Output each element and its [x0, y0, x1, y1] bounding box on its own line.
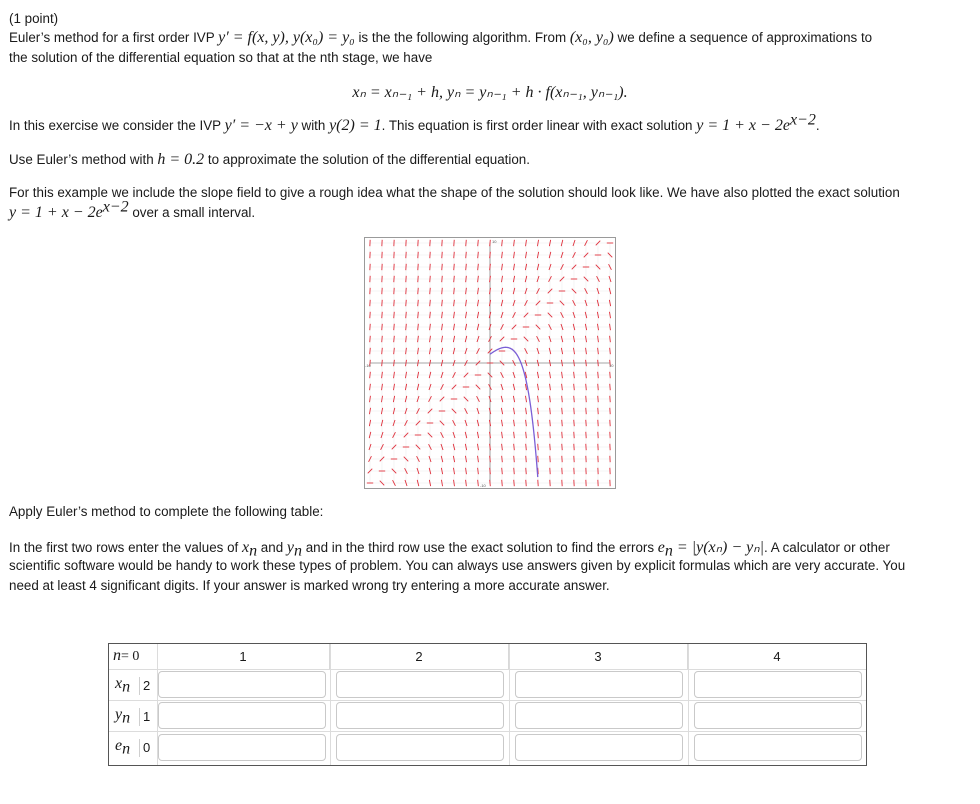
- slope-mark: [382, 324, 383, 330]
- y1-input[interactable]: [158, 702, 326, 729]
- slope-field-line-2: $y = 1 + x - 2e^{x-2}$ over a small interval.: [9, 198, 256, 221]
- slope-mark: [466, 252, 467, 258]
- e3-input[interactable]: [515, 734, 683, 761]
- axis-label-left: -10: [365, 363, 371, 368]
- slope-mark: [442, 276, 443, 282]
- slope-mark: [586, 396, 587, 402]
- instructions-line-1: In the first two rows enter the values of $x_n$ and $y_n$ and in the third row use the exact solution to find the errors $e_n = |y(x_n) - y_n|$. A calculator or other: [9, 539, 890, 560]
- slope-mark: [454, 240, 455, 246]
- slope-mark: [418, 276, 419, 282]
- slope-field-plot: [364, 237, 616, 489]
- slope-mark: [574, 420, 575, 426]
- slope-mark: [478, 252, 479, 258]
- slope-mark: [394, 324, 395, 330]
- slope-mark: [442, 252, 443, 258]
- use-euler-line: Use Euler’s method with h = 0.2 to approximate the solution of the differential equation.: [9, 151, 530, 168]
- instructions-line-3: need at least 4 significant digits. If your answer is marked wrong try entering a more accurate answer.: [9, 578, 610, 593]
- slope-mark: [502, 468, 503, 474]
- slope-mark: [574, 432, 575, 438]
- table-header-col-3: 3: [509, 644, 688, 669]
- slope-mark: [406, 324, 407, 330]
- y3-input[interactable]: [515, 702, 683, 729]
- e1-input[interactable]: [158, 734, 326, 761]
- x3-input[interactable]: [515, 671, 683, 698]
- slope-mark: [430, 300, 431, 306]
- slope-mark: [418, 288, 419, 294]
- x4-input[interactable]: [694, 671, 862, 698]
- slope-mark: [442, 264, 443, 270]
- slope-mark: [514, 456, 515, 462]
- intro-line-1: Euler’s method for a first order IVP y′ = f(x, y), y(x₀) = y₀ is the the following algorithm. From (x₀, y₀) we define a sequence of approximations to: [9, 29, 873, 46]
- e0-value: 0: [139, 739, 150, 757]
- slope-mark: [586, 408, 587, 414]
- slope-mark: [514, 468, 515, 474]
- table-row-label-en: $e_n$ 0: [115, 737, 151, 758]
- slope-mark: [562, 444, 563, 450]
- intro-line-2: the solution of the differential equation so that at the nth stage, we have: [9, 50, 433, 65]
- slope-mark: [610, 384, 611, 390]
- points-label: (1 point): [9, 11, 59, 26]
- slope-mark: [598, 408, 599, 414]
- slope-mark: [562, 408, 563, 414]
- slope-mark: [430, 288, 431, 294]
- slope-mark: [454, 252, 455, 258]
- slope-mark: [382, 336, 383, 342]
- slope-mark: [562, 432, 563, 438]
- table-row-label-yn: $y_n$ 1: [115, 706, 151, 727]
- slope-mark: [598, 396, 599, 402]
- slope-mark: [586, 384, 587, 390]
- x1-input[interactable]: [158, 671, 326, 698]
- slope-mark: [538, 444, 539, 450]
- x0-value: 2: [139, 677, 150, 695]
- slope-mark: [610, 396, 611, 402]
- slope-mark: [430, 276, 431, 282]
- y2-input[interactable]: [336, 702, 504, 729]
- slope-mark: [442, 288, 443, 294]
- axis-label-bottom: -10: [480, 483, 486, 488]
- slope-mark: [526, 468, 527, 474]
- slope-mark: [394, 312, 395, 318]
- slope-mark: [418, 312, 419, 318]
- slope-mark: [538, 456, 539, 462]
- axis-label-right: 10: [609, 363, 614, 368]
- instructions-line-2: scientific software would be handy to work these types of problem. You can always use answers given by explicit formulas which are very accurate. You: [9, 558, 906, 573]
- table-row-label-xn: $x_n$ 2: [115, 675, 151, 696]
- slope-mark: [406, 300, 407, 306]
- slope-mark: [394, 336, 395, 342]
- slope-mark: [550, 432, 551, 438]
- slope-mark: [550, 444, 551, 450]
- apply-line: Apply Euler’s method to complete the following table:: [9, 504, 324, 519]
- x2-input[interactable]: [336, 671, 504, 698]
- slope-field-line-1: For this example we include the slope field to give a rough idea what the shape of the solution should look like. We have also plotted the exact solution: [9, 185, 900, 200]
- slope-mark: [466, 264, 467, 270]
- slope-mark: [406, 312, 407, 318]
- y4-input[interactable]: [694, 702, 862, 729]
- euler-table: [108, 643, 867, 766]
- slope-mark: [550, 420, 551, 426]
- slope-mark: [490, 240, 491, 246]
- slope-mark: [574, 408, 575, 414]
- exercise-line: In this exercise we consider the IVP y′ = −x + y with y(2) = 1. This equation is first order linear with exact solution $y = 1 + x - 2e^{x-2}$.: [9, 111, 820, 134]
- slope-mark: [382, 312, 383, 318]
- slope-mark: [490, 480, 491, 486]
- table-header-col-2: 2: [330, 644, 509, 669]
- slope-mark: [454, 276, 455, 282]
- slope-mark: [454, 264, 455, 270]
- slope-mark: [562, 420, 563, 426]
- slope-mark: [598, 372, 599, 378]
- y0-value: 1: [139, 708, 150, 726]
- slope-mark: [430, 264, 431, 270]
- slope-mark: [586, 420, 587, 426]
- slope-mark: [394, 300, 395, 306]
- slope-mark: [610, 372, 611, 378]
- slope-mark: [550, 456, 551, 462]
- e2-input[interactable]: [336, 734, 504, 761]
- slope-mark: [526, 456, 527, 462]
- slope-mark: [370, 336, 371, 342]
- slope-mark: [418, 300, 419, 306]
- slope-mark: [382, 348, 383, 354]
- axis-label-top: 10: [492, 239, 497, 244]
- slope-mark: [370, 324, 371, 330]
- slope-mark: [526, 480, 527, 486]
- slope-mark: [574, 396, 575, 402]
- slope-mark: [466, 240, 467, 246]
- table-header-col-4: 4: [773, 649, 781, 664]
- slope-mark: [406, 288, 407, 294]
- e4-input[interactable]: [694, 734, 862, 761]
- slope-mark: [502, 480, 503, 486]
- slope-mark: [478, 240, 479, 246]
- table-header-col-1: 1: [157, 644, 330, 669]
- slope-mark: [514, 480, 515, 486]
- euler-formula: xₙ = xₙ₋₁ + h, yₙ = yₙ₋₁ + h · f(xₙ₋₁, yₙ₋₁).: [352, 84, 628, 101]
- slope-mark: [370, 348, 371, 354]
- slope-mark: [598, 384, 599, 390]
- table-header-n0: n= 0: [113, 647, 140, 664]
- slope-mark: [538, 432, 539, 438]
- slope-mark: [526, 444, 527, 450]
